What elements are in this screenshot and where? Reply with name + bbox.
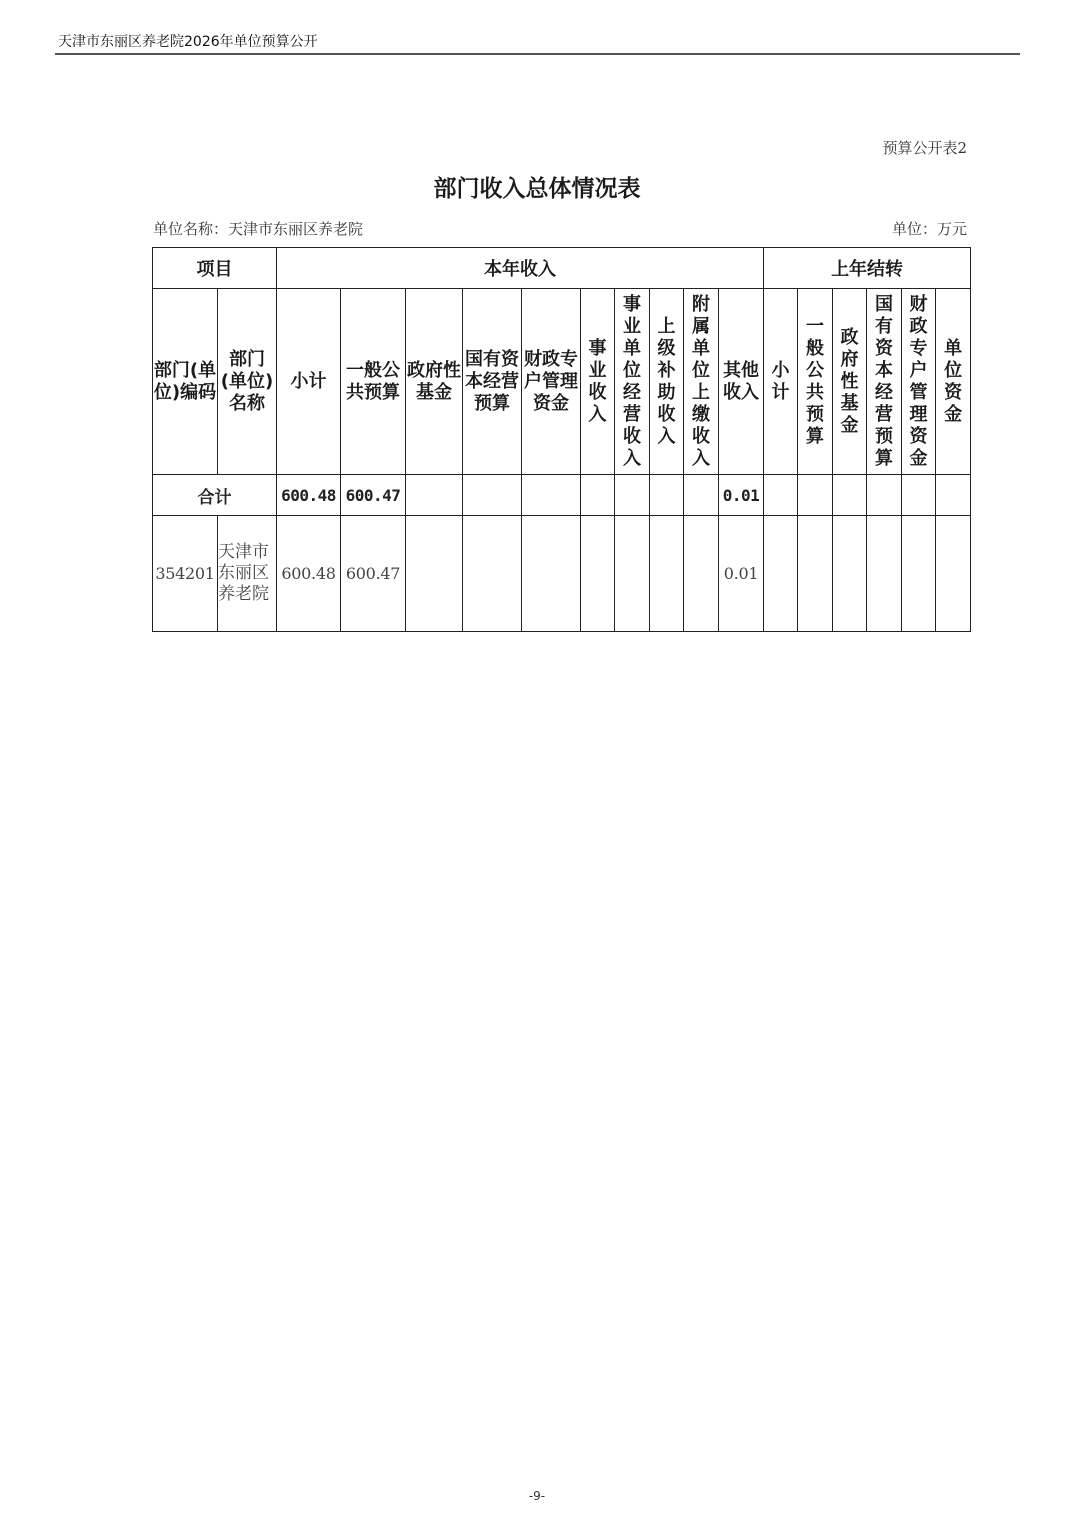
running-header: 天津市东丽区养老院2026年单位预算公开 [58, 34, 318, 50]
col-header-subtotal: 小计 [277, 289, 341, 475]
row-cell-empty [764, 516, 798, 632]
row-cell-empty [581, 516, 615, 632]
col-header-carryover-subtotal: 小计 [764, 289, 798, 475]
row-other-income: 0.01 [719, 516, 764, 632]
row-cell-empty [798, 516, 833, 632]
col-header-general-budget: 一般公共预算 [341, 289, 406, 475]
row-cell-empty [833, 516, 867, 632]
total-cell-empty [615, 475, 650, 516]
total-label: 合计 [153, 475, 277, 516]
total-cell-empty [406, 475, 463, 516]
col-header-superior-subsidy: 上级补助收入 [650, 289, 684, 475]
row-cell-empty [522, 516, 581, 632]
header-group-row [153, 248, 971, 289]
total-cell-empty [522, 475, 581, 516]
col-header-affiliated-unit-remittance: 附属单位上缴收入 [684, 289, 719, 475]
row-cell-empty [406, 516, 463, 632]
total-cell-empty [764, 475, 798, 516]
col-header-carryover-fiscal-special-account: 财政专户管理资金 [902, 289, 936, 475]
total-row [153, 475, 971, 516]
total-cell-empty [833, 475, 867, 516]
row-cell-empty [463, 516, 522, 632]
total-cell-empty [463, 475, 522, 516]
total-cell-empty [902, 475, 936, 516]
total-cell-empty [867, 475, 902, 516]
row-cell-empty [902, 516, 936, 632]
row-dept-name: 天津市东丽区养老院 [218, 516, 277, 632]
table-row [153, 516, 971, 632]
total-cell-empty [684, 475, 719, 516]
total-cell-empty [650, 475, 684, 516]
col-header-carryover-state-capital: 国有资本经营预算 [867, 289, 902, 475]
total-other-income: 0.01 [719, 475, 764, 516]
header-column-row [153, 289, 971, 475]
table-number: 预算公开表2 [882, 139, 967, 157]
row-cell-empty [936, 516, 971, 632]
total-cell-empty [798, 475, 833, 516]
col-header-business-unit-operating-income: 事业单位经营收入 [615, 289, 650, 475]
total-cell-empty [581, 475, 615, 516]
col-header-other-income: 其他收入 [719, 289, 764, 475]
row-cell-empty [684, 516, 719, 632]
unit-name: 单位名称：天津市东丽区养老院 [153, 220, 364, 238]
col-header-dept-code: 部门(单位)编码 [153, 289, 218, 475]
col-header-carryover-general-budget: 一般公共预算 [798, 289, 833, 475]
row-cell-empty [650, 516, 684, 632]
unit-of-measure: 单位：万元 [891, 220, 967, 238]
total-general-budget: 600.47 [341, 475, 406, 516]
col-header-gov-fund: 政府性基金 [406, 289, 463, 475]
header-rule [55, 53, 1020, 55]
document-title: 部门收入总体情况表 [433, 176, 641, 202]
col-header-dept-name: 部门(单位)名称 [218, 289, 277, 475]
header-prior-year-carryover: 上年结转 [764, 248, 971, 289]
header-item-group: 项目 [153, 248, 277, 289]
page-number: -9- [528, 1489, 546, 1503]
total-cell-empty [936, 475, 971, 516]
header-current-year-income: 本年收入 [277, 248, 764, 289]
col-header-business-income: 事业收入 [581, 289, 615, 475]
col-header-state-capital: 国有资本经营预算 [463, 289, 522, 475]
row-subtotal: 600.48 [277, 516, 341, 632]
row-cell-empty [615, 516, 650, 632]
revenue-table [152, 247, 971, 632]
col-header-carryover-gov-fund: 政府性基金 [833, 289, 867, 475]
col-header-unit-funds: 单位资金 [936, 289, 971, 475]
row-dept-code: 354201 [153, 516, 218, 632]
row-cell-empty [867, 516, 902, 632]
total-subtotal: 600.48 [277, 475, 341, 516]
col-header-fiscal-special-account: 财政专户管理资金 [522, 289, 581, 475]
row-general-budget: 600.47 [341, 516, 406, 632]
